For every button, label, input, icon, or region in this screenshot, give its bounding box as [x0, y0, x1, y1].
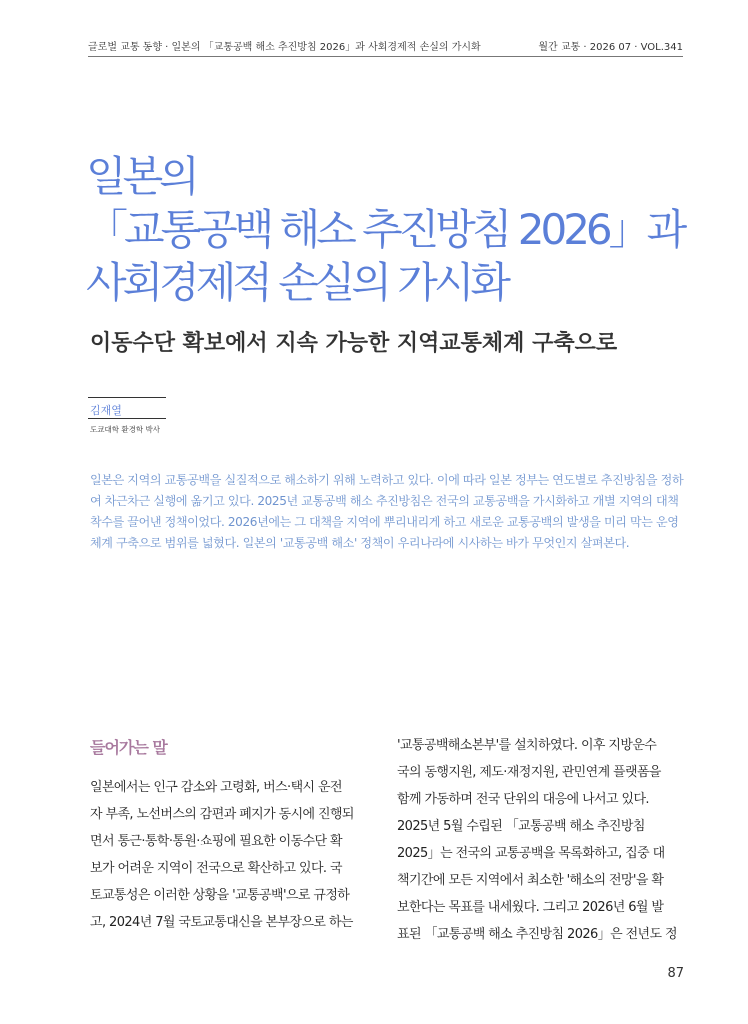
article-subtitle: 이동수단 확보에서 지속 가능한 지역교통체계 구축으로 [90, 331, 618, 356]
body-line: 보가 어려운 지역이 전국으로 확산하고 있다. 국 [90, 861, 342, 876]
article-title-line: 일본의 [86, 152, 196, 201]
article-title-line: 사회경제적 손실의 가시화 [86, 258, 507, 307]
body-column-left [90, 774, 376, 936]
body-line: 표된 「교통공백 해소 추진방침 2026」은 전년도 정 [397, 927, 677, 942]
body-line: 2025년 5월 수립된 「교통공백 해소 추진방침 [397, 819, 645, 834]
body-line: '교통공백해소본부'를 설치하였다. 이후 지방운수 [397, 738, 657, 753]
author-name: 김재열 [90, 404, 122, 417]
running-header-section: 글로벌 교통 동향 · 일본의 「교통공백 해소 추진방침 2026」과 사회경제적 손실의 가시화 [88, 42, 481, 53]
body-line: 일본에서는 인구 감소와 고령화, 버스·택시 운전 [90, 780, 342, 795]
section-heading: 들어가는 말 [90, 738, 167, 757]
body-line: 면서 통근·통학·통원·쇼핑에 필요한 이동수단 확 [90, 834, 342, 849]
body-line: 고, 2024년 7월 국토교통대신을 본부장으로 하는 [90, 915, 353, 930]
body-line: 함께 가동하며 전국 단위의 대응에 나서고 있다. [397, 792, 649, 807]
body-line: 보한다는 목표를 내세웠다. 그리고 2026년 6월 발 [397, 900, 664, 915]
author-rule-top [88, 397, 166, 398]
body-line: 2025」는 전국의 교통공백을 목록화하고, 집중 대 [397, 846, 665, 861]
author-rule-middle [88, 418, 166, 419]
body-line: 국의 동행지원, 제도·재정지원, 관민연계 플랫폼을 [397, 765, 661, 780]
body-line: 책기간에 모든 지역에서 최소한 '해소의 전망'을 확 [397, 873, 664, 888]
body-line: 토교통성은 이러한 상황을 '교통공백'으로 규정하 [90, 888, 350, 903]
author-affiliation: 도쿄대학 환경학 박사 [90, 425, 160, 434]
running-header-issue: 월간 교통 · 2026 07 · VOL.341 [538, 42, 683, 53]
running-header [88, 34, 683, 57]
article-title [86, 150, 706, 309]
article-abstract: 일본은 지역의 교통공백을 실질적으로 해소하기 위해 노력하고 있다. 이에 따라 일본 정부는 연도별로 추진방침을 정하여 차근차근 실행에 옮기고 있다. 2025년 교통공백 해소 추진방침은 전국의 교통공백을 가시화하고 개별 지역의 대책 착수를 끌어낸 정책이었다. 2026년에는 그 대책을 지역에 뿌리내리게 하고 새로운 교통공백의 발생을 미리 막는 운영체계 구축으로 범위를 넓혔다. 일본의 '교통공백 해소' 정책이 우리나라에 시사하는 바가 무엇인지 살펴본다. [90, 473, 684, 550]
body-line: 자 부족, 노선버스의 감편과 폐지가 동시에 진행되 [90, 807, 354, 822]
page-number: 87 [667, 966, 684, 981]
article-title-line: 「교통공백 해소 추진방침 2026」과 [86, 205, 684, 254]
body-column-right [397, 732, 687, 948]
